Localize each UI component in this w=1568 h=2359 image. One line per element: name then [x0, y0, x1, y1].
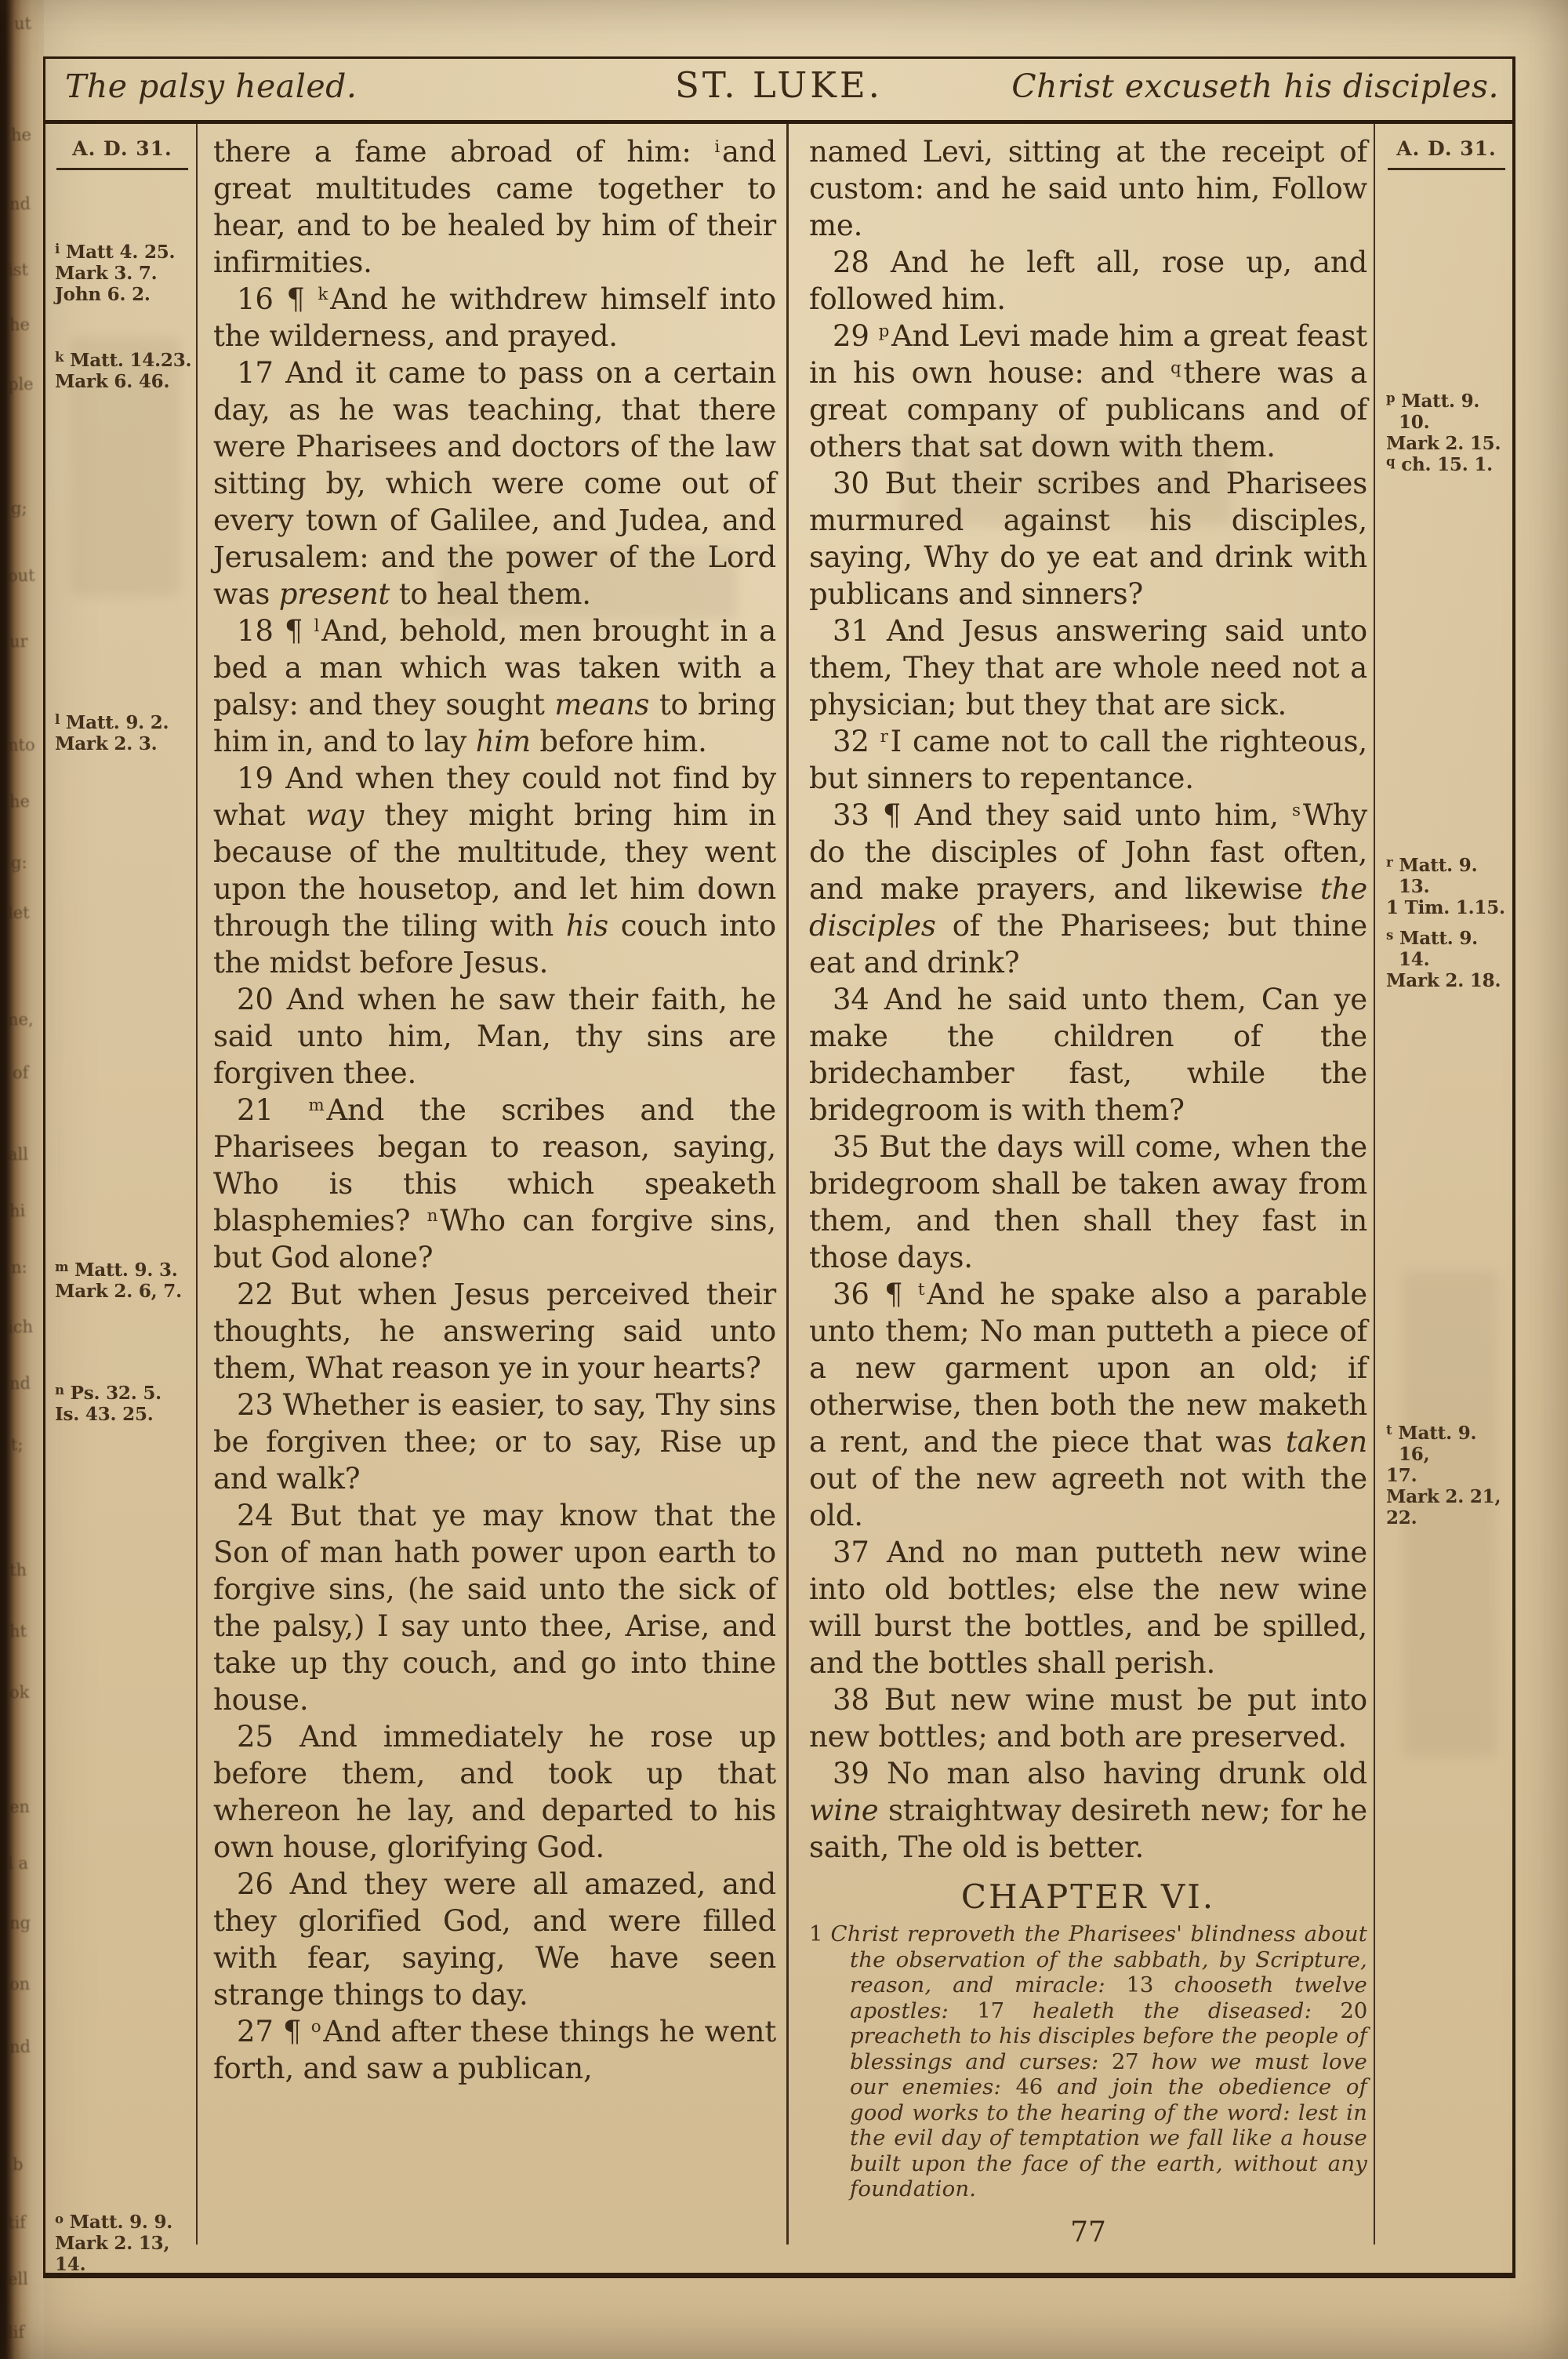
header-separator-rule: [43, 120, 1515, 124]
gutter-text-fragment: ich: [7, 1317, 34, 1337]
margin-note-line: $^k$ Matt. 14.23.: [55, 349, 192, 371]
margin-note-line: 1 Tim. 1.15.: [1386, 897, 1505, 918]
left-margin-rule: [196, 124, 198, 2245]
gutter-text-fragment: g;: [10, 498, 27, 518]
gutter-text-fragment: tif: [7, 2212, 27, 2233]
right-text-column: [809, 133, 1367, 2202]
summary-verse-number: 1: [809, 1921, 831, 1946]
verse: 31 And Jesus answering said unto them, They that are whole need not a physician; but they that are sick.: [809, 614, 1367, 722]
chapter-summary: 1 Christ reproveth the Pharisees' blindness about the observation of the sabbath, by Scripture, reason, and miracle: 13 chooseth twelve apostles: 17 healeth the diseased: 20 preacheth to his disciples before the people of blessings and curses: 27 how we must love our enemies: 46 and join the obedience of good works to the hearing of the word: lest in the evil day of temptation we fall like a house built upon the face of the earth, without any foundation.: [809, 1921, 1367, 2201]
verse: 25 And immediately he rose up before them, and took up that whereon he lay, and departed to his own house, glorifying God.: [213, 1720, 776, 1864]
margin-ref-letter: n: [55, 1382, 64, 1398]
summary-verse-number: 17: [977, 1997, 1033, 2023]
gutter-text-fragment: ht: [9, 1621, 27, 1641]
gutter-text-fragment: ne,: [7, 1009, 34, 1030]
verse: 26 And they were all amazed, and they glorified God, and were filled with fear, saying, We have seen strange things to day.: [213, 1867, 776, 2012]
margin-ref-letter: r: [1386, 854, 1393, 871]
gutter-text-fragment: ell: [7, 2269, 29, 2289]
margin-note: [1386, 391, 1513, 475]
margin-ref-letter: l: [55, 711, 60, 728]
verse: 37 And no man putteth new wine into old bottles; else the new wine will burst the bottles, and be spilled, and the bottles shall perish.: [809, 1536, 1367, 1680]
gutter-text-fragment: l a: [7, 1853, 29, 1874]
gutter-text-fragment: nto: [7, 735, 35, 755]
margin-ref-letter: q: [1386, 453, 1396, 470]
gutter-text-fragment: n:: [10, 1257, 27, 1278]
gutter-text-fragment: he: [9, 791, 31, 812]
verse-ref-letter: p: [878, 322, 890, 342]
summary-verse-number: 27: [1111, 2048, 1152, 2074]
margin-note-line: Mark 2. 15.: [1386, 433, 1501, 454]
margin-note-line: $^n$ Ps. 32. 5.: [55, 1382, 162, 1404]
margin-note: [55, 712, 196, 754]
left-margin-column: [49, 124, 196, 2275]
gutter-text-fragment: let: [7, 903, 30, 923]
gutter-text-fragment: on: [9, 1974, 31, 1994]
date-annotation-rule: [1388, 168, 1505, 170]
margin-note-line: $^t$ Matt. 9. 16,: [1386, 1422, 1477, 1465]
gutter-text-fragment: ple: [7, 374, 34, 394]
gutter-text-fragment: ut: [13, 13, 32, 34]
gutter-text-fragment: all: [7, 1144, 29, 1165]
verse-ref-letter: q: [1170, 358, 1181, 379]
margin-note: [55, 350, 196, 392]
gutter-text-fragment: hi: [9, 1201, 26, 1221]
margin-note-line: $^q$ ch. 15. 1.: [1386, 453, 1493, 475]
margin-note-line: $^o$ Matt. 9. 9.: [55, 2211, 173, 2233]
margin-note-line: Is. 43. 25.: [55, 1404, 154, 1425]
summary-verse-number: 13: [1126, 1972, 1174, 1997]
right-margin-rule: [1374, 124, 1375, 2245]
header-left-title: The palsy healed.: [65, 67, 358, 105]
left-margin-notes: [49, 185, 196, 2275]
gutter-text-fragment: ur: [9, 631, 28, 652]
verse: 21 $^m$And the scribes and the Pharisees began to reason, saying, Who is this which speaketh blasphemies? $^n$Who can forgive sins, but God alone?: [213, 1093, 776, 1274]
verse: 33 ¶ And they said unto him, $^s$Why do the disciples of John fast often, and make prayers, and likewise the disciples of the Pharisees; but thine eat and drink?: [809, 798, 1367, 980]
margin-note-line: Mark 2. 3.: [55, 733, 158, 754]
margin-note: [55, 1259, 196, 1302]
verse: 19 And when they could not find by what way they might bring him in because of the multitude, they went upon the housetop, and let him down through the tiling with his couch into the midst before Jesus.: [213, 761, 776, 980]
verse: 28 And he left all, rose up, and followed him.: [809, 245, 1367, 316]
margin-note-line: Mark 2. 21,: [1386, 1486, 1501, 1507]
verse: 18 ¶ $^l$And, behold, men brought in a bed a man which was taken with a palsy: and they sought means to bring him in, and to lay him before him.: [213, 614, 776, 758]
verse: 23 Whether is easier, to say, Thy sins be forgiven thee; or to say, Rise up and walk?: [213, 1388, 776, 1496]
verse: 30 But their scribes and Pharisees murmured against his disciples, saying, Why do ye eat and drink with publicans and sinners?: [809, 467, 1367, 611]
margin-ref-letter: s: [1386, 927, 1394, 943]
verse-ref-letter: s: [1292, 801, 1301, 821]
frame-border-left: [43, 56, 45, 2278]
summary-verse-number: 20: [1340, 1997, 1367, 2023]
right-margin-column: [1380, 124, 1513, 2245]
gutter-text-fragment: nd: [9, 1373, 31, 1394]
margin-note: [1386, 1423, 1513, 1528]
gutter-text-fragment: of: [12, 1063, 29, 1083]
margin-note-line: Mark 3. 7.: [55, 263, 158, 284]
margin-note: [1386, 928, 1513, 991]
verse-ref-letter: m: [308, 1096, 325, 1116]
verse-ref-letter: t: [917, 1280, 925, 1300]
left-text-column: [213, 133, 776, 2087]
verse-ref-letter: i: [714, 137, 720, 158]
verse-ref-letter: k: [318, 285, 328, 305]
margin-note-line: $^p$ Matt. 9. 10.: [1386, 390, 1480, 433]
verse: 24 But that ye may know that the Son of man hath power upon earth to forgive sins, (he said unto the sick of the palsy,) I say unto thee, Arise, and take up thy couch, and go into thine house.: [213, 1499, 776, 1717]
margin-ref-letter: o: [55, 2211, 64, 2227]
verse: 35 But the days will come, when the bridegroom shall be taken away from them, and then shall they fast in those days.: [809, 1130, 1367, 1274]
verse: 39 No man also having drunk old wine straightway desireth new; for he saith, The old is better.: [809, 1757, 1367, 1864]
margin-note: [1386, 855, 1513, 918]
verse: 20 And when he saw their faith, he said unto him, Man, thy sins are forgiven thee.: [213, 983, 776, 1090]
margin-ref-letter: k: [55, 349, 64, 365]
verse-ref-letter: l: [314, 616, 320, 637]
gutter-text-fragment: t;: [10, 1434, 24, 1455]
margin-note-line: $^r$ Matt. 9. 13.: [1386, 854, 1478, 897]
chapter-heading: CHAPTER VI.: [960, 1877, 1216, 1916]
margin-note-line: Mark 2. 18.: [1386, 970, 1501, 991]
date-annotation-rule: [56, 168, 188, 170]
verse: 32 $^r$I came not to call the righteous, but sinners to repentance.: [809, 725, 1367, 795]
page-number: 77: [1070, 2216, 1106, 2248]
gutter-text-fragment: th: [9, 1560, 27, 1580]
margin-note-line: Mark 6. 46.: [55, 371, 170, 392]
gutter-text-fragment: en: [9, 1797, 31, 1817]
header-book-title: ST. LUKE.: [675, 64, 883, 106]
gutter-text-fragment: lif: [7, 2322, 25, 2343]
date-annotation: A. D. 31.: [1396, 137, 1497, 160]
frame-rule-top: [43, 56, 1515, 59]
verse: 34 And he said unto them, Can ye make the children of the bridechamber fast, while the bridegroom is with them?: [809, 983, 1367, 1127]
verse: there a fame abroad of him: $^i$and great multitudes came together to hear, and to be healed by him of their infirmities.: [213, 135, 776, 279]
margin-ref-letter: i: [55, 241, 60, 257]
gutter-text-fragment: b: [12, 2154, 24, 2175]
center-column-rule: [786, 124, 789, 2245]
gutter-text-fragment: nd: [9, 194, 31, 214]
header-right-title: Christ excuseth his disciples.: [1011, 67, 1499, 105]
gutter-text-fragment: out: [7, 565, 35, 586]
margin-ref-letter: t: [1386, 1422, 1392, 1438]
margin-note: [55, 242, 196, 305]
verse-ref-letter: n: [426, 1206, 438, 1227]
verse: 38 But new wine must be put into new bottles; and both are preserved.: [809, 1683, 1367, 1754]
verse-ref-letter: r: [880, 727, 888, 747]
date-annotation: A. D. 31.: [72, 137, 172, 160]
margin-note-line: John 6. 2.: [55, 284, 151, 305]
margin-note-line: $^m$ Matt. 9. 3.: [55, 1259, 178, 1281]
verse: 27 ¶ $^o$And after these things he went forth, and saw a publican,: [213, 2015, 776, 2085]
gutter-text-fragment: ok: [9, 1682, 30, 1703]
verse: 17 And it came to pass on a certain day, as he was teaching, that there were Pharisees and doctors of the law sitting by, which were come out of every town of Galilee, and Judea, and Jerusalem: and the power of the Lord was present to heal them.: [213, 356, 776, 611]
verse-ref-letter: o: [310, 2017, 321, 2037]
verse: 29 $^p$And Levi made him a great feast in his own house: and $^q$there was a great company of publicans and of others that sat down with them.: [809, 319, 1367, 463]
verse: named Levi, sitting at the receipt of custom: and he said unto him, Follow me.: [809, 135, 1367, 242]
gutter-text-fragment: ist: [7, 260, 29, 280]
summary-verse-number: 46: [1015, 2074, 1058, 2099]
margin-note-line: $^s$ Matt. 9. 14.: [1386, 927, 1478, 970]
gutter-text-fragment: he: [10, 125, 32, 145]
gutter-text-fragment: nd: [9, 2037, 31, 2057]
gutter-page-edge: [0, 0, 44, 2359]
verse: 16 ¶ $^k$And he withdrew himself into the wilderness, and prayed.: [213, 282, 776, 353]
verse: 22 But when Jesus perceived their thoughts, he answering said unto them, What reason ye in your hearts?: [213, 1278, 776, 1385]
gutter-text-fragment: he: [9, 314, 31, 335]
frame-rule-bottom: [43, 2273, 1515, 2278]
margin-note-line: $^i$ Matt 4. 25.: [55, 241, 176, 263]
margin-note: [55, 1383, 196, 1425]
verse: 36 ¶ $^t$And he spake also a parable unto them; No man putteth a piece of a new garment upon an old; if otherwise, then both the new maketh a rent, and the piece that was taken out of the new agreeth not with the old.: [809, 1278, 1367, 1532]
gutter-text-fragment: g:: [10, 852, 27, 873]
margin-ref-letter: p: [1386, 390, 1396, 406]
margin-note: [55, 2212, 196, 2275]
margin-note-line: 17.: [1386, 1465, 1417, 1486]
margin-ref-letter: m: [55, 1259, 69, 1275]
running-header: [45, 63, 1513, 116]
margin-note-line: $^l$ Matt. 9. 2.: [55, 711, 169, 733]
margin-note-line: Mark 2. 6, 7.: [55, 1281, 182, 1302]
margin-note-line: 22.: [1386, 1507, 1417, 1528]
margin-note-line: Mark 2. 13,: [55, 2233, 170, 2254]
right-margin-notes: [1380, 185, 1513, 2245]
margin-note-line: 14.: [55, 2254, 86, 2275]
right-column-verses: [809, 133, 1367, 1866]
gutter-text-fragment: ng: [9, 1913, 31, 1933]
